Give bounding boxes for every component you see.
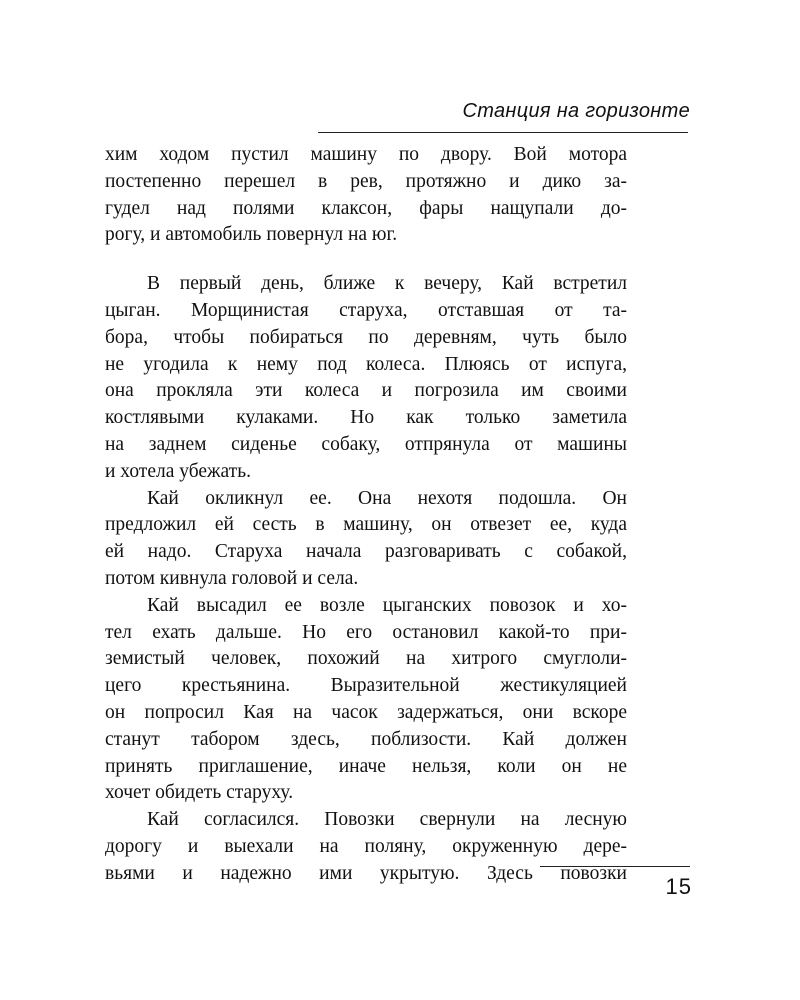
paragraph — [105, 486, 627, 593]
text-line: не угодила к нему под колеса. Плюясь от испуга, — [105, 353, 627, 375]
text-line: бора, чтобы побираться по деревням, чуть было — [105, 326, 627, 348]
text-line: хим ходом пустил машину по двору. Вой мотора — [105, 144, 627, 165]
text-line: рогу, и автомобиль повернул на юг. — [105, 224, 398, 246]
running-title: Станция на горизонте — [462, 100, 690, 122]
text-line: В первый день, ближе к вечеру, Кай встретил — [147, 273, 627, 295]
header-rule — [318, 132, 688, 133]
text-line: тел ехать дальше. Но его остановил какой-то при- — [105, 621, 627, 643]
text-line: хочет обидеть старуху. — [105, 782, 294, 804]
footer-rule — [540, 866, 690, 867]
text-line: земистый человек, похожий на хитрого смуглоли- — [105, 648, 627, 670]
text-line: постепенно перешел в рев, протяжно и дико за- — [105, 170, 627, 192]
text-line: ей надо. Старуха начала разговаривать с собакой, — [105, 541, 627, 563]
text-line: Кай согласился. Повозки свернули на лесную — [147, 809, 627, 831]
text-line: он попросил Кая на часок задержаться, они вскоре — [105, 701, 627, 723]
paragraph — [105, 807, 627, 887]
text-line: Кай окликнул ее. Она нехотя подошла. Он — [147, 487, 627, 509]
text-line: принять приглашение, иначе нельзя, коли он не — [105, 755, 627, 777]
text-line: станут табором здесь, поблизости. Кай должен — [105, 728, 627, 750]
paragraph — [105, 271, 627, 485]
text-line: дорогу и выехали на поляну, окруженную дере- — [105, 835, 627, 857]
text-line: цыган. Морщинистая старуха, отставшая от та- — [105, 299, 627, 321]
text-line: на заднем сиденье собаку, отпрянула от машины — [105, 433, 627, 455]
body-text — [105, 142, 627, 888]
section-break — [105, 249, 627, 271]
text-line: и хотела убежать. — [105, 460, 251, 482]
text-line: предложил ей сесть в машину, он отвезет ее, куда — [105, 514, 627, 536]
paragraph — [105, 142, 627, 249]
page-number: 15 — [665, 874, 692, 899]
text-line: Кай высадил ее возле цыганских повозок и хо- — [147, 594, 627, 616]
text-line: потом кивнула головой и села. — [105, 567, 359, 589]
text-line: она прокляла эти колеса и погрозила им своими — [105, 380, 627, 402]
text-line: гудел над полями клаксон, фары нащупали до- — [105, 197, 627, 219]
text-line: цего крестьянина. Выразительной жестикуляцией — [105, 675, 627, 697]
text-line: костлявыми кулаками. Но как только заметила — [105, 407, 627, 429]
text-line: вьями и надежно ими укрытую. Здесь повозки — [105, 862, 627, 884]
paragraph — [105, 593, 627, 807]
